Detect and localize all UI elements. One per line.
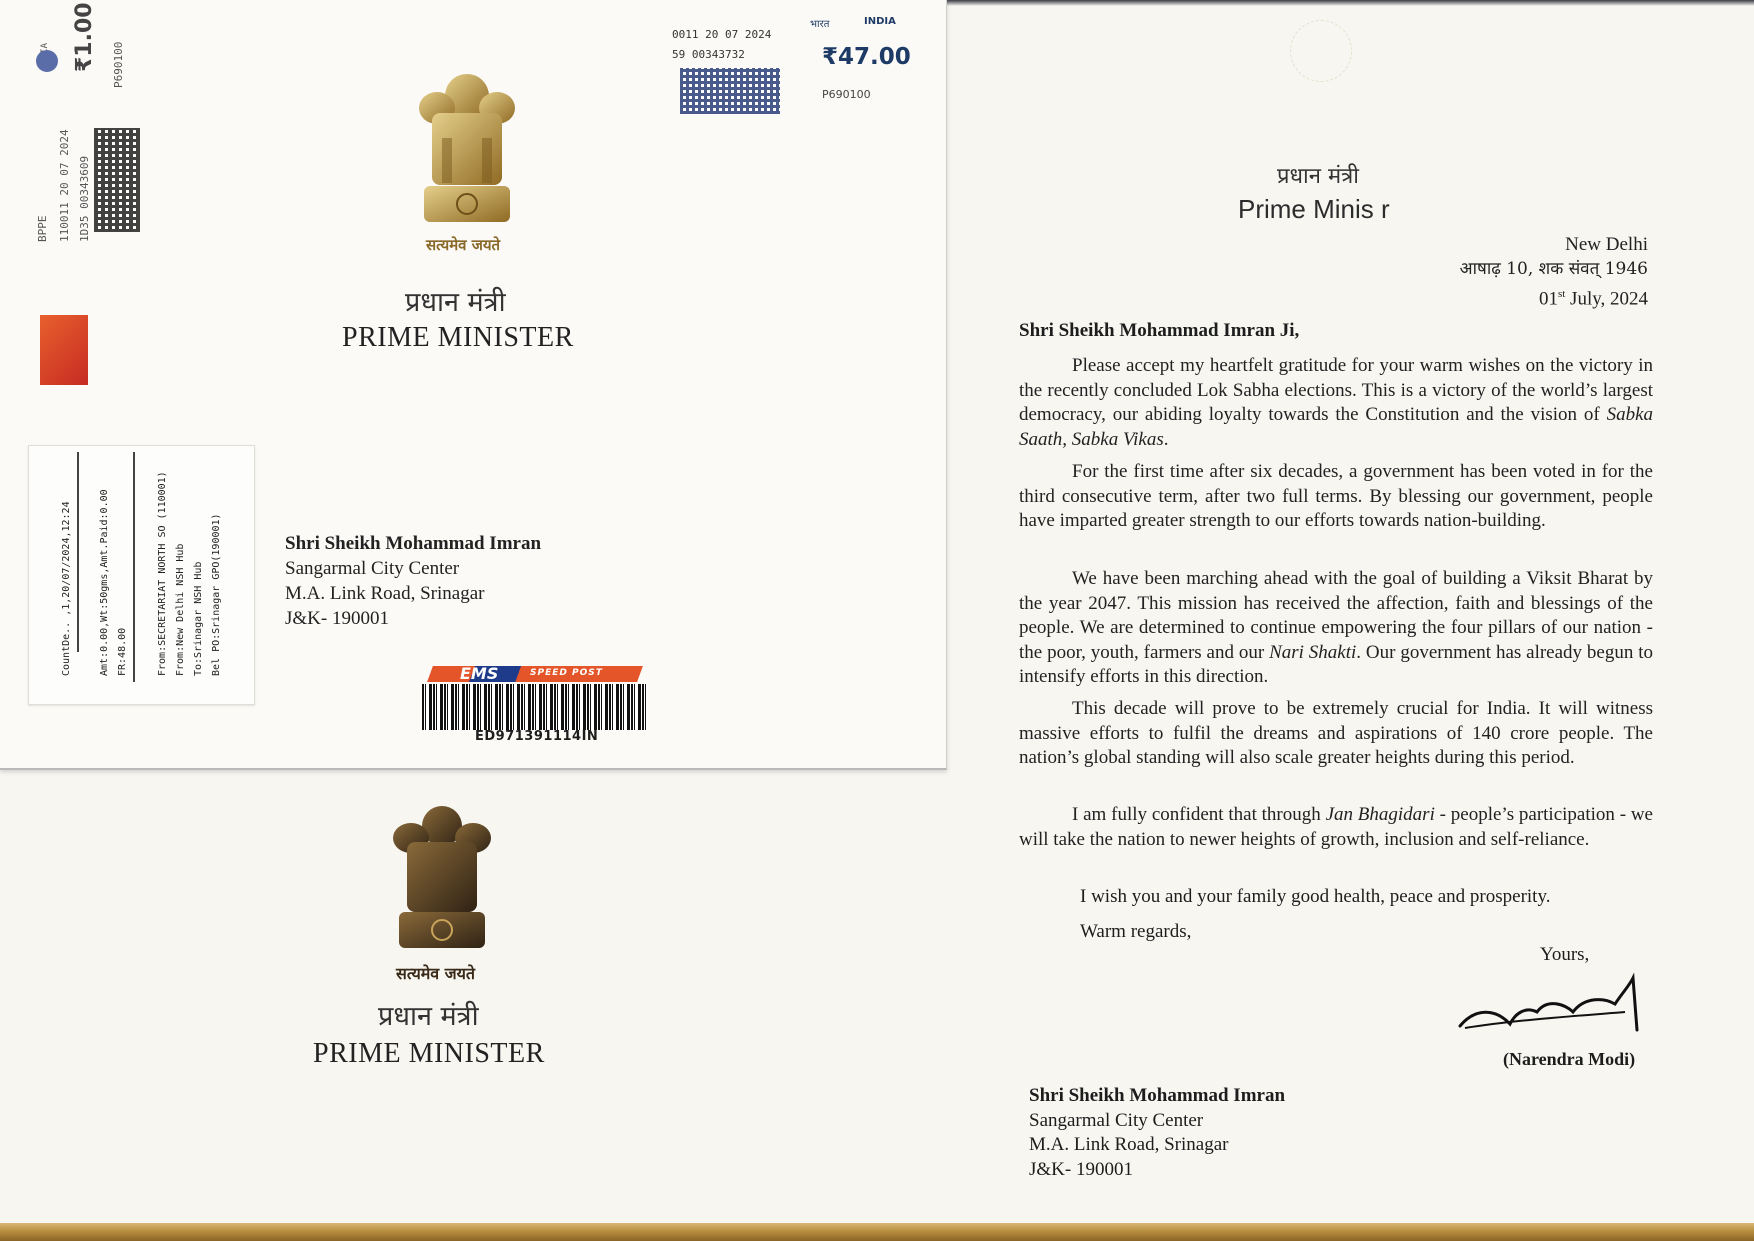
letter-header-hi: प्रधान मंत्री — [1277, 164, 1359, 189]
label-from-hub: From:New Delhi NSH Hub — [175, 543, 186, 676]
letter-header-en: Prime Minis r — [1238, 194, 1390, 224]
stamp-line3: 1D35 00343609 — [78, 155, 91, 242]
stamp-value: ₹1.00 — [72, 2, 97, 72]
letter-recipient — [1029, 1084, 1285, 1182]
wooden-frame-edge — [0, 1223, 1754, 1241]
meter-label-hi: भारत — [810, 19, 830, 30]
meter-amount: ₹47.00 — [822, 44, 911, 70]
meter-line1: 0011 20 07 2024 — [672, 28, 772, 41]
card-national-emblem-icon — [385, 800, 500, 955]
label-to-hub: To:Srinagar NSH Hub — [193, 561, 204, 676]
letter-paragraph-1: Please accept my heartfelt gratitude for your warm wishes on the victory in the recently concluded Lok Sabha elections. This is a victory of the world’s largest democracy, our abiding loyalty towards the Constitution and the vision of Sabka Saath, Sabka Vikas. — [1019, 355, 1653, 450]
letter-regards: Warm regards, — [1080, 921, 1192, 942]
letter-paragraph-3: We have been marching ahead with the goal of building a Viksit Bharat by the year 2047. This mission has received the affection, faith and blessings of the people. We are determined to continue empowering the four pillars of our nation - the poor, youth, farmers and our Nari Shakti. Our government has already begun to intensify efforts in this direction. — [1019, 568, 1653, 687]
letter-paragraph-4: This decade will prove to be extremely crucial for India. It will witness massive efforts to fulfil the dreams and aspirations of 140 crore people. The nation’s global standing will also scale greater heights during this period. — [1019, 698, 1653, 768]
label-fr: FR:48.00 — [117, 627, 128, 676]
letter-recipient-line2: M.A. Link Road, Srinagar — [1029, 1134, 1229, 1155]
envelope-recipient-line3: J&K- 190001 — [285, 608, 389, 629]
meter-code: P690100 — [822, 88, 871, 101]
emblem-motto: सत्यमेव जयते — [426, 236, 501, 254]
stamp-line1: BPPE — [36, 215, 49, 242]
label-counter: CountDe.. ,1,20/07/2024,12:24 — [61, 501, 72, 676]
envelope — [0, 0, 947, 770]
postal-label — [28, 445, 255, 705]
tracking-number: ED971391114IN — [475, 729, 599, 744]
stamp-emblem-icon — [36, 50, 58, 72]
letter-recipient-line1: Sangarmal City Center — [1029, 1109, 1204, 1131]
envelope-title-hi: प्रधान मंत्री — [405, 287, 506, 318]
tracking-barcode — [422, 684, 647, 730]
letter-signatory: (Narendra Modi) — [1503, 1049, 1636, 1069]
meter-line2: 59 00343732 — [672, 48, 745, 61]
card-title-en: PRIME MINISTER — [313, 1038, 545, 1069]
ems-text: EMS — [460, 664, 499, 683]
india-post-logo-icon — [40, 315, 88, 385]
envelope-title-en: PRIME MINISTER — [342, 322, 574, 353]
speed-post-text: SPEED POST — [530, 668, 603, 678]
letter-paragraph-2: For the first time after six decades, a government has been voted in for the third consecutive term, after two full terms. By blessing our government, people have imparted greater strength to our efforts towards nation-building. — [1019, 461, 1653, 531]
letter-place: New Delhi — [1565, 234, 1648, 255]
letter-wish: I wish you and your family good health, peace and prosperity. — [1080, 886, 1551, 907]
label-from-so: From:SECRETARIAT NORTH SO (110001) — [157, 471, 168, 676]
national-emblem-icon — [412, 68, 522, 230]
stamp-code: P690100 — [112, 41, 125, 88]
signature-icon — [1455, 968, 1655, 1053]
envelope-recipient — [285, 531, 541, 631]
letter-yours: Yours, — [1540, 944, 1590, 965]
letter-paragraph-5: I am fully confident that through Jan Bhagidari - people’s participation - we will take the nation to newer heights of growth, inclusion and self-reliance. — [1019, 804, 1653, 850]
meter-label-en: INDIA — [864, 16, 896, 27]
letter-recipient-line3: J&K- 190001 — [1029, 1158, 1133, 1180]
letter-salutation: Shri Sheikh Mohammad Imran Ji, — [1019, 320, 1300, 341]
letter-date-en: 01st July, 2024 — [1538, 288, 1648, 310]
letter-emblem-watermark-icon — [1290, 20, 1352, 82]
card-motto: सत्यमेव जयते — [396, 964, 476, 983]
letter-recipient-name: Shri Sheikh Mohammad Imran — [1029, 1085, 1286, 1106]
meter-qr-code — [680, 68, 780, 114]
letter-date-hi: आषाढ़ 10, शक संवत् 1946 — [1459, 259, 1648, 279]
envelope-recipient-line1: Sangarmal City Center — [285, 558, 460, 579]
card-title-hi: प्रधान मंत्री — [378, 1001, 479, 1032]
label-del-po: Bel PO:Srinagar GPO(190001) — [211, 513, 222, 676]
envelope-recipient-name: Shri Sheikh Mohammad Imran — [285, 533, 542, 554]
envelope-recipient-line2: M.A. Link Road, Srinagar — [285, 583, 485, 604]
stamp-qr-code — [94, 128, 140, 232]
stamp-line2: 110011 20 07 2024 — [58, 129, 71, 242]
letter-date-block — [1460, 232, 1648, 311]
label-amount: Amt:0.00,Wt:50gms,Amt.Paid:0.00 — [99, 489, 110, 676]
